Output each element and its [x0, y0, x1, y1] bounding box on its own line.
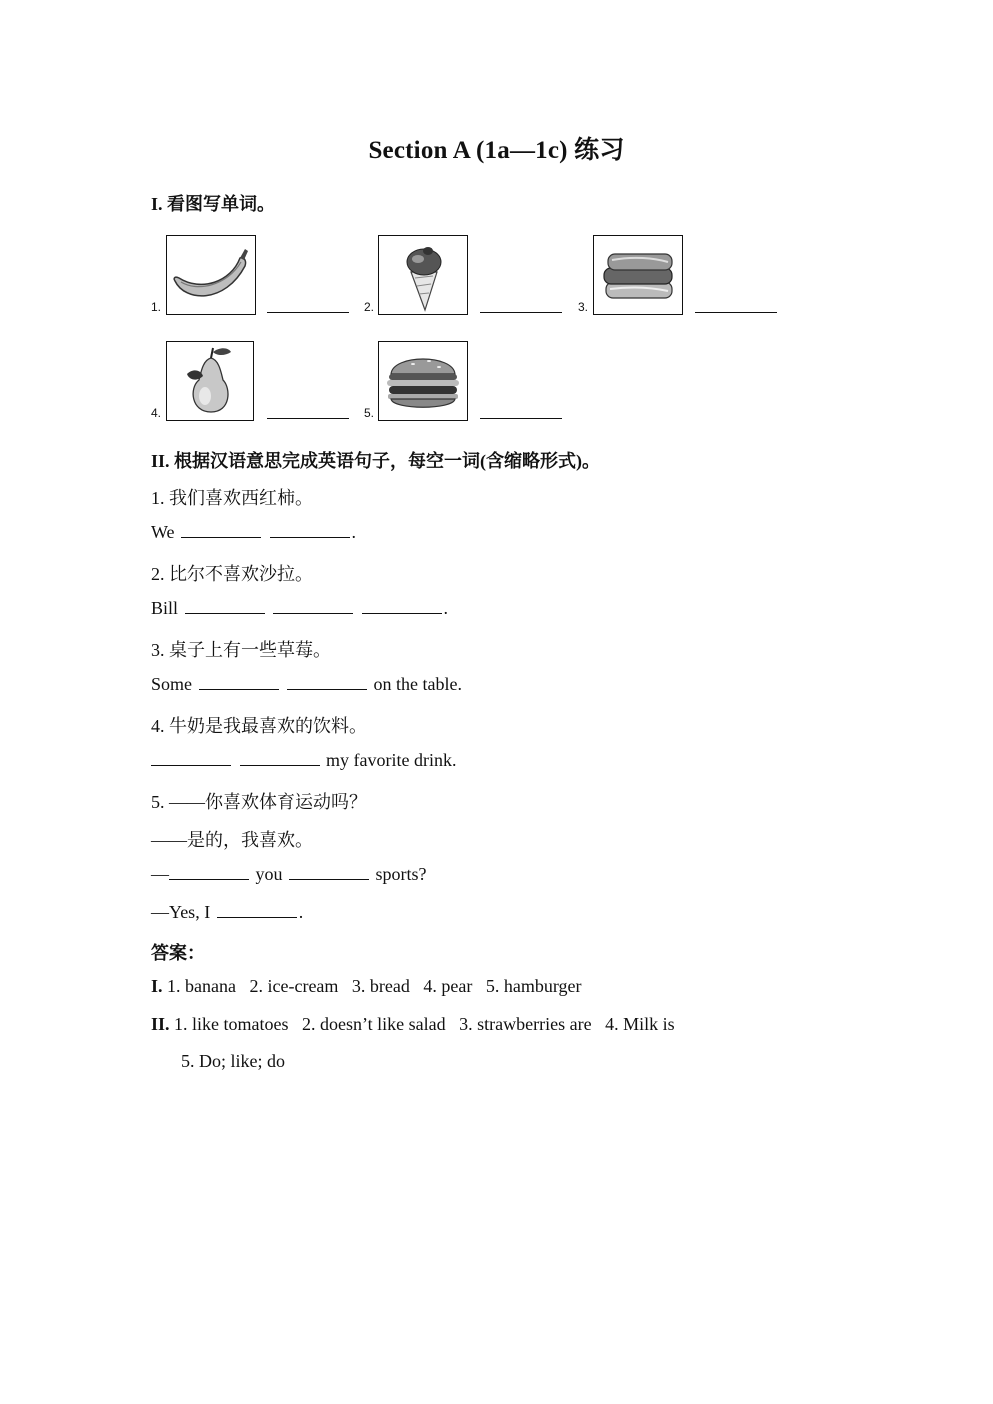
- answers-part2: [151, 1014, 675, 1035]
- blank[interactable]: [151, 764, 231, 766]
- item-number: 5.: [364, 406, 375, 420]
- answer-line[interactable]: [480, 312, 562, 313]
- q5-chinese-question: 5. ——你喜欢体育运动吗？: [151, 792, 367, 812]
- blank[interactable]: [273, 612, 353, 614]
- q1-chinese: 1. 我们喜欢西红柿。: [151, 488, 313, 508]
- banana-image: [166, 235, 256, 315]
- blank[interactable]: [270, 536, 350, 538]
- item-number: 4.: [151, 406, 162, 420]
- part2-heading: II. 根据汉语意思完成英语句子，每空一词(含缩略形式)。: [151, 451, 600, 471]
- q3-chinese: 3. 桌子上有一些草莓。: [151, 640, 331, 660]
- bread-image: [593, 235, 683, 315]
- q4-english: [151, 750, 456, 771]
- item-number: 1.: [151, 300, 162, 314]
- blank[interactable]: [199, 688, 279, 690]
- ice-cream-image: [378, 235, 468, 315]
- blank[interactable]: [287, 688, 367, 690]
- answers-part2-label: II.: [151, 1014, 170, 1034]
- q3-english: [151, 674, 462, 695]
- q2-start-text: Bill: [151, 598, 179, 618]
- q4-chinese: 4. 牛奶是我最喜欢的饮料。: [151, 716, 367, 736]
- pear-image: [166, 341, 254, 421]
- answers-part1-label: I.: [151, 976, 163, 996]
- q5-answer-end: .: [298, 902, 304, 922]
- item-number: 3.: [578, 300, 589, 314]
- answer-line[interactable]: [267, 312, 349, 313]
- q5-dash: —: [151, 864, 169, 884]
- q4-end-text: my favorite drink.: [326, 750, 457, 770]
- q1-start-text: We: [151, 522, 175, 542]
- blank[interactable]: [185, 612, 265, 614]
- q2-english: [151, 598, 448, 619]
- item-number: 2.: [364, 300, 375, 314]
- answers-part2-continued: 5. Do; like; do: [181, 1051, 285, 1071]
- answer-line[interactable]: [480, 418, 562, 419]
- answers-part1-text: 1. banana 2. ice-cream 3. bread 4. pear 5. hamburger: [167, 976, 582, 996]
- answers-heading: 答案：: [151, 943, 205, 963]
- q5-english-question: [151, 864, 427, 885]
- page-title: Section A (1a—1c) 练习: [368, 137, 625, 164]
- q5-answer-start: —Yes, I: [151, 902, 211, 922]
- answers-part2-text: 1. like tomatoes 2. doesn’t like salad 3. strawberries are 4. Milk is: [174, 1014, 675, 1034]
- q3-end-text: on the table.: [373, 674, 462, 694]
- answer-line[interactable]: [267, 418, 349, 419]
- q5-chinese-answer: ——是的，我喜欢。: [151, 830, 313, 850]
- blank[interactable]: [181, 536, 261, 538]
- blank[interactable]: [169, 878, 249, 880]
- blank[interactable]: [289, 878, 369, 880]
- answer-line[interactable]: [695, 312, 777, 313]
- hamburger-image: [378, 341, 468, 421]
- q2-end-text: .: [443, 598, 449, 618]
- blank[interactable]: [240, 764, 320, 766]
- answers-part1: [151, 976, 582, 997]
- q5-end-text: sports?: [375, 864, 427, 884]
- part1-heading: I. 看图写单词。: [151, 194, 276, 214]
- q2-chinese: 2. 比尔不喜欢沙拉。: [151, 564, 313, 584]
- blank[interactable]: [217, 916, 297, 918]
- q3-start-text: Some: [151, 674, 193, 694]
- blank[interactable]: [362, 612, 442, 614]
- q1-end-text: .: [351, 522, 357, 542]
- q5-mid-text: you: [255, 864, 283, 884]
- q5-english-answer: [151, 902, 303, 923]
- q1-english: [151, 522, 356, 543]
